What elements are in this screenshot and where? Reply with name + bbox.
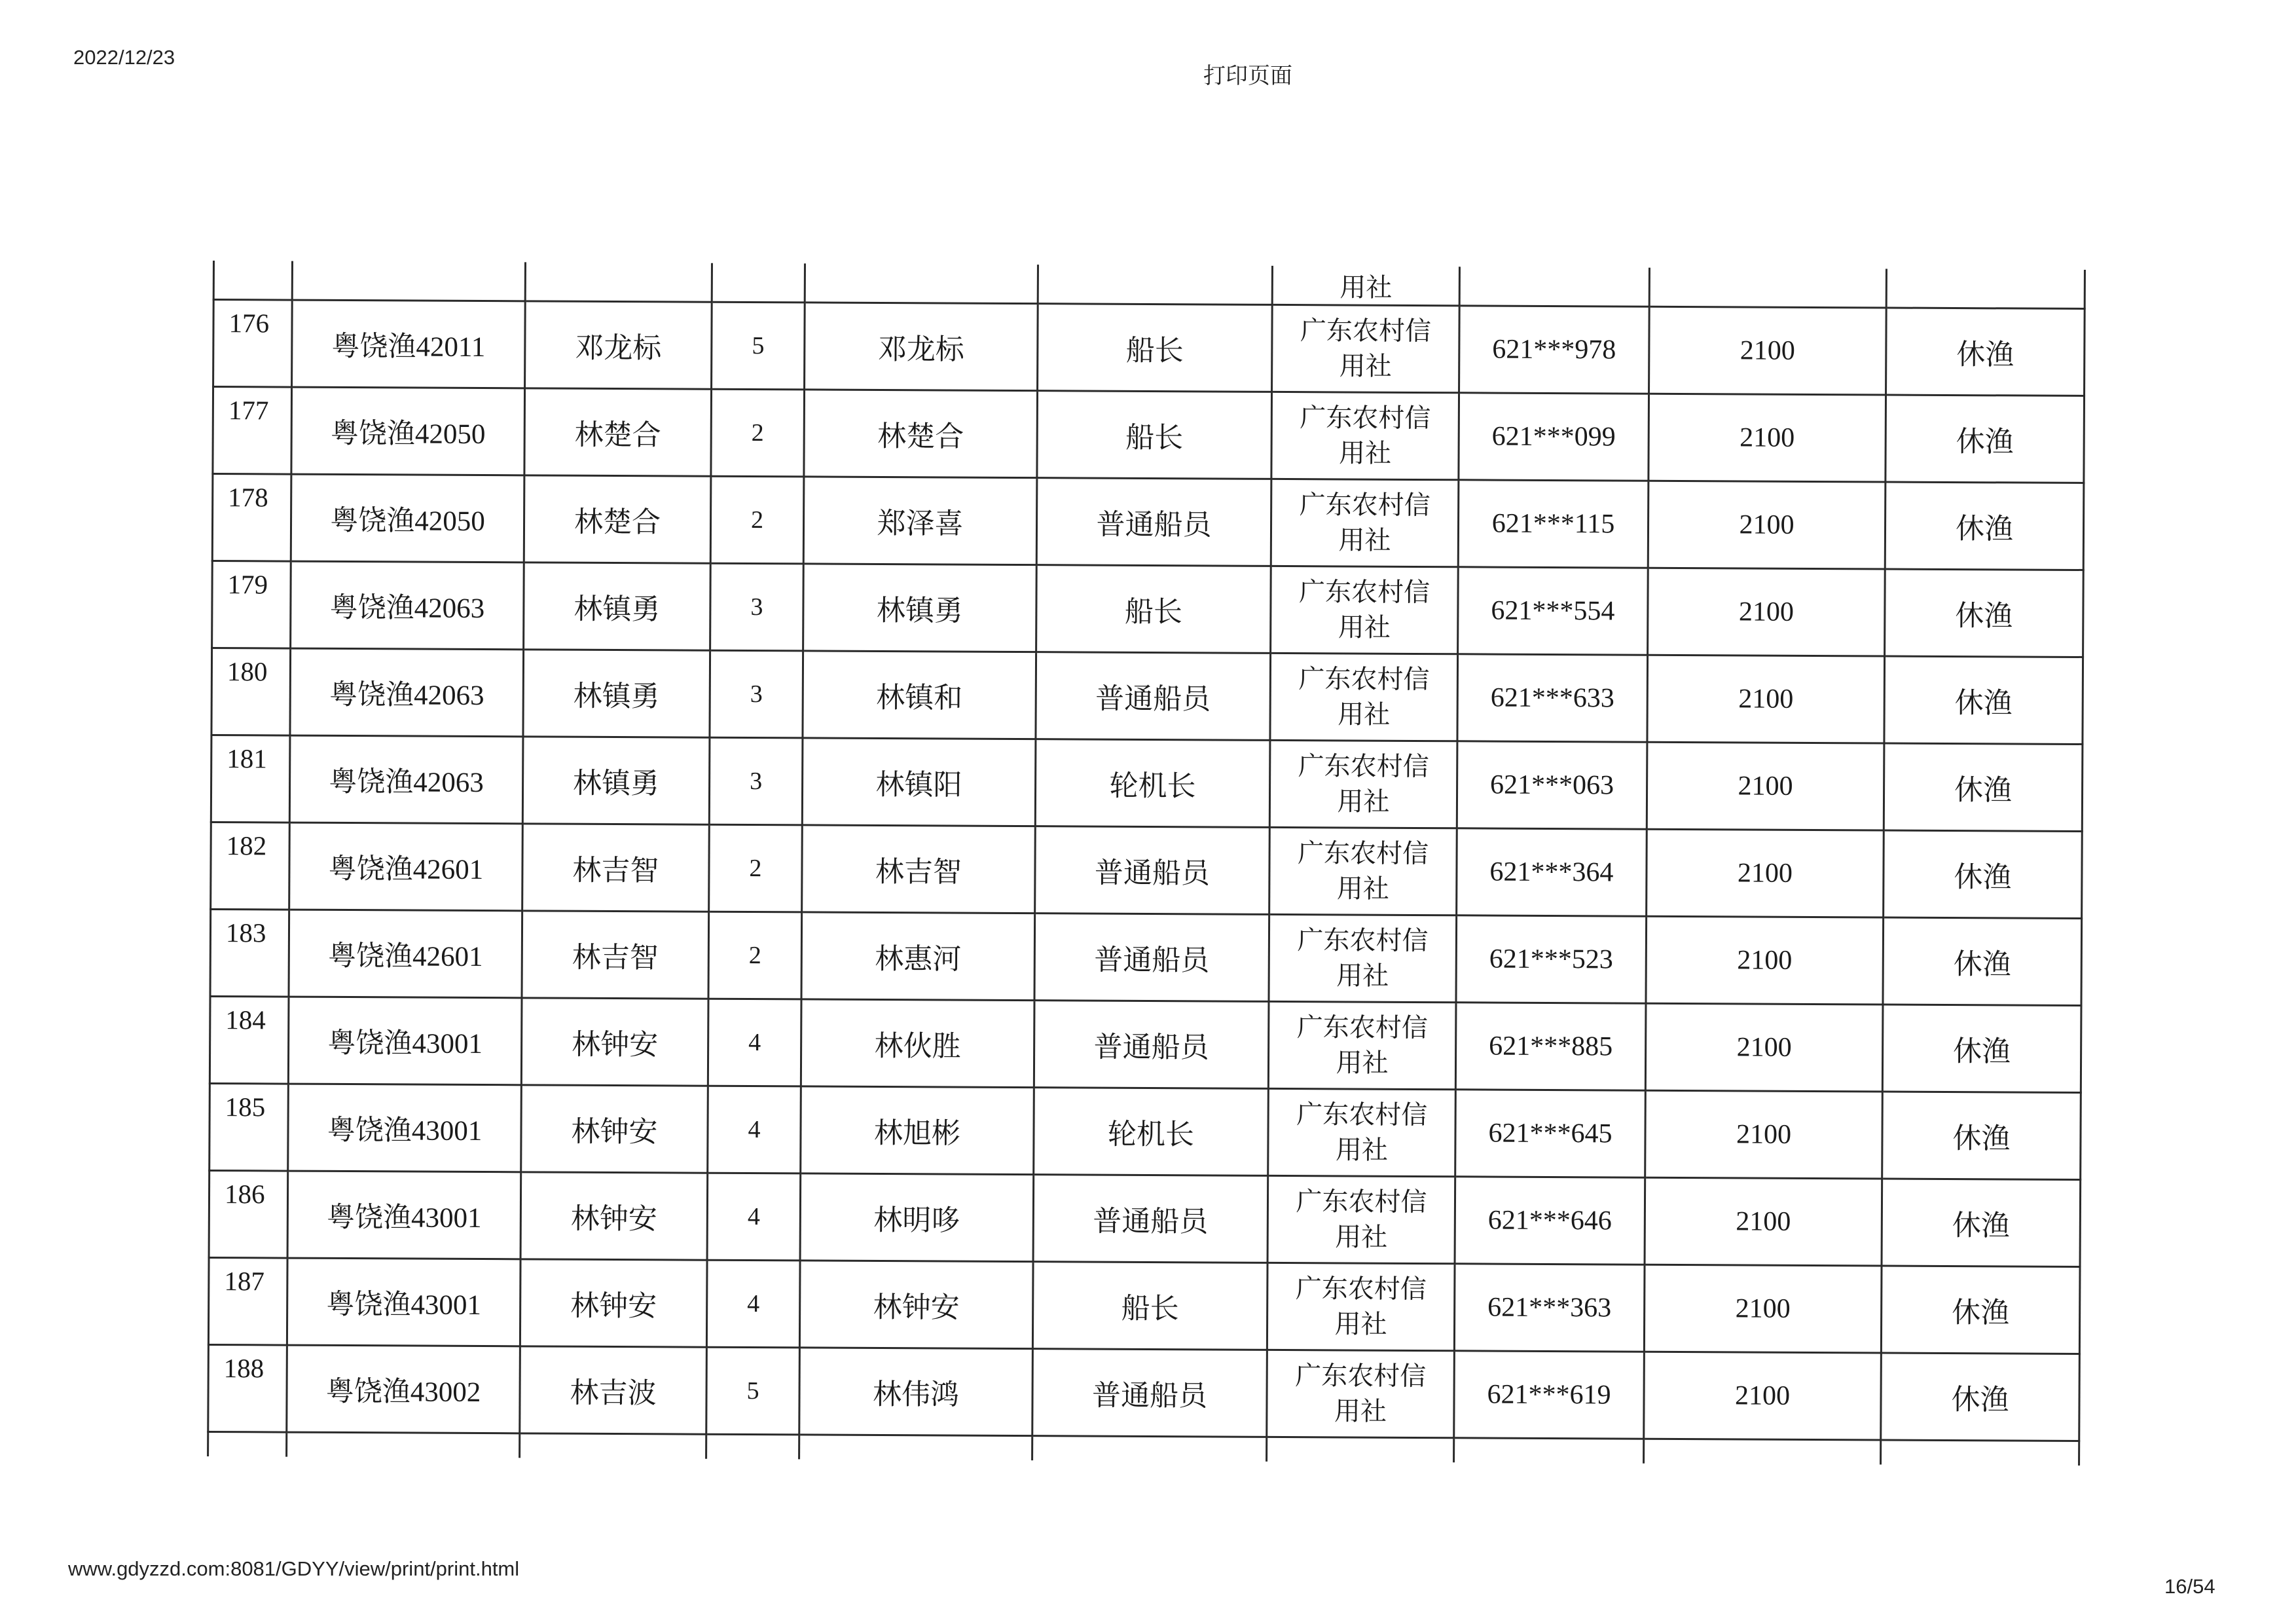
row-number: 180 <box>211 648 291 736</box>
subsidy-amount: 2100 <box>1645 1090 1883 1179</box>
owner-name: 林吉智 <box>522 824 710 912</box>
footer-url: www.gdyzzd.com:8081/GDYY/view/print/print.html <box>68 1557 520 1580</box>
cont-cell <box>1038 265 1272 304</box>
cont-cell <box>1881 1440 2079 1466</box>
account-number: 621***099 <box>1459 393 1649 481</box>
account-number: 621***645 <box>1455 1090 1646 1177</box>
cont-cell <box>712 263 805 303</box>
crew-name: 林伙胜 <box>801 999 1034 1088</box>
roster-table-body <box>208 261 2085 1466</box>
subsidy-amount: 2100 <box>1647 655 1885 743</box>
cont-cell <box>805 263 1038 303</box>
bank-name: 广东农村信用社 <box>1271 479 1459 566</box>
bank-name: 广东农村信用社 <box>1269 827 1457 915</box>
crew-name: 林钟安 <box>799 1261 1033 1349</box>
account-number: 621***364 <box>1457 828 1647 916</box>
cont-bank-cell: 用社 <box>1272 266 1459 306</box>
cont-cell <box>1886 268 2085 308</box>
crew-role: 船长 <box>1037 391 1272 479</box>
cont-cell <box>292 261 525 301</box>
bank-name: 广东农村信用社 <box>1267 1175 1455 1263</box>
page-number: 16/54 <box>2164 1575 2215 1598</box>
subsidy-type: 休渔 <box>1884 743 2083 831</box>
row-number: 186 <box>209 1170 288 1258</box>
table-row <box>211 648 2083 745</box>
account-number: 621***363 <box>1454 1264 1645 1352</box>
bank-name: 广东农村信用社 <box>1268 1088 1456 1176</box>
subsidy-type: 休渔 <box>1885 569 2084 657</box>
subsidy-type: 休渔 <box>1882 1092 2081 1179</box>
subsidy-type: 休渔 <box>1882 1005 2081 1092</box>
crew-role: 船长 <box>1036 565 1271 654</box>
crew-name: 林明哆 <box>800 1173 1034 1262</box>
subsidy-amount: 2100 <box>1645 1003 1883 1092</box>
subsidy-type: 休渔 <box>1882 1179 2081 1266</box>
crew-count: 2 <box>708 912 802 999</box>
vessel-number: 粤饶渔43001 <box>287 1258 520 1346</box>
subsidy-type: 休渔 <box>1884 656 2083 744</box>
crew-role: 轮机长 <box>1035 739 1270 828</box>
subsidy-type: 休渔 <box>1884 830 2083 918</box>
crew-role: 普通船员 <box>1035 826 1270 915</box>
subsidy-amount: 2100 <box>1648 481 1886 569</box>
subsidy-type: 休渔 <box>1881 1266 2080 1354</box>
account-number: 621***633 <box>1457 654 1648 742</box>
crew-role: 普通船员 <box>1036 478 1271 566</box>
crew-count: 4 <box>706 1260 800 1348</box>
crew-role: 普通船员 <box>1034 913 1269 1002</box>
row-number: 187 <box>208 1257 287 1345</box>
vessel-number: 粤饶渔43001 <box>287 1171 521 1259</box>
crew-name: 林吉智 <box>802 825 1036 913</box>
row-number: 184 <box>210 996 289 1084</box>
crew-count: 3 <box>710 563 804 651</box>
cont-cell <box>287 1432 520 1458</box>
crew-count: 2 <box>711 389 805 477</box>
vessel-number: 粤饶渔42050 <box>291 387 525 475</box>
vessel-number: 粤饶渔43002 <box>287 1345 520 1433</box>
owner-name: 林镇勇 <box>524 563 711 650</box>
account-number: 621***978 <box>1459 306 1650 394</box>
cont-cell <box>520 1433 706 1459</box>
cont-cell <box>1644 1439 1881 1464</box>
bank-name: 广东农村信用社 <box>1268 1001 1456 1089</box>
crew-name: 林镇勇 <box>803 564 1037 652</box>
cont-cell <box>799 1435 1032 1460</box>
table-row <box>213 300 2085 396</box>
crew-role: 轮机长 <box>1034 1088 1269 1176</box>
table-row <box>208 1257 2080 1354</box>
owner-name: 林镇勇 <box>522 737 710 824</box>
subsidy-amount: 2100 <box>1644 1264 1882 1353</box>
table-row <box>212 561 2084 657</box>
crew-count: 3 <box>709 737 803 825</box>
cont-cell <box>213 261 292 300</box>
table-row <box>210 996 2081 1092</box>
row-number: 177 <box>213 387 292 475</box>
bank-name: 广东农村信用社 <box>1269 914 1457 1002</box>
subsidy-type: 休渔 <box>1881 1353 2080 1441</box>
owner-name: 林钟安 <box>521 1085 708 1173</box>
subsidy-amount: 2100 <box>1649 394 1886 482</box>
subsidy-amount: 2100 <box>1645 1177 1882 1266</box>
crew-count: 4 <box>708 999 801 1086</box>
bank-name: 广东农村信用社 <box>1267 1263 1455 1350</box>
crew-name: 邓龙标 <box>805 303 1038 391</box>
crew-count: 4 <box>708 1086 801 1173</box>
row-number: 183 <box>210 909 289 997</box>
table-row <box>211 822 2083 918</box>
subsidy-amount: 2100 <box>1648 568 1886 656</box>
bank-name: 广东农村信用社 <box>1270 653 1458 741</box>
table-row <box>213 387 2085 483</box>
owner-name: 林楚合 <box>524 388 712 476</box>
bank-name: 广东农村信用社 <box>1269 740 1457 828</box>
account-number: 621***619 <box>1454 1351 1645 1439</box>
table-row <box>210 909 2082 1005</box>
crew-role: 普通船员 <box>1032 1349 1267 1437</box>
cont-cell <box>1459 267 1649 306</box>
owner-name: 林钟安 <box>520 1172 708 1260</box>
crew-role: 普通船员 <box>1036 652 1271 741</box>
crew-name: 林楚合 <box>804 390 1038 478</box>
crew-name: 林伟鸿 <box>799 1348 1033 1436</box>
row-number: 179 <box>212 561 291 649</box>
row-number: 185 <box>210 1083 289 1171</box>
account-number: 621***063 <box>1457 741 1647 829</box>
crew-role: 普通船员 <box>1033 1175 1268 1263</box>
table-row <box>212 474 2084 570</box>
crew-role: 普通船员 <box>1034 1001 1269 1089</box>
row-number: 188 <box>208 1344 287 1432</box>
row-number: 181 <box>211 735 290 822</box>
owner-name: 邓龙标 <box>525 301 712 389</box>
crew-name: 林镇阳 <box>802 738 1036 826</box>
crew-name: 林旭彬 <box>801 1086 1034 1175</box>
crew-role: 船长 <box>1032 1262 1267 1350</box>
cont-cell <box>1032 1436 1267 1462</box>
bank-name: 广东农村信用社 <box>1271 566 1459 654</box>
owner-name: 林楚合 <box>524 475 711 563</box>
vessel-number: 粤饶渔42050 <box>291 474 524 563</box>
subsidy-amount: 2100 <box>1647 742 1884 830</box>
table-row <box>209 1170 2081 1266</box>
vessel-number: 粤饶渔42601 <box>289 822 523 911</box>
cont-cell <box>208 1431 287 1456</box>
vessel-number: 粤饶渔42011 <box>292 300 526 388</box>
subsidy-amount: 2100 <box>1649 306 1887 395</box>
roster-table-container <box>207 261 2084 1466</box>
owner-name: 林钟安 <box>520 1259 707 1347</box>
print-date: 2022/12/23 <box>73 46 175 69</box>
crew-count: 3 <box>710 650 803 738</box>
crew-count: 5 <box>706 1347 800 1435</box>
subsidy-type: 休渔 <box>1886 308 2085 396</box>
cont-cell <box>1649 268 1886 308</box>
table-row <box>210 1083 2081 1179</box>
subsidy-amount: 2100 <box>1646 916 1884 1005</box>
vessel-number: 粤饶渔42063 <box>290 648 524 737</box>
page-title: 打印页面 <box>1203 63 1292 89</box>
vessel-number: 粤饶渔43001 <box>288 997 522 1085</box>
crew-name: 郑泽喜 <box>803 477 1037 565</box>
cont-cell <box>525 262 712 302</box>
bank-name: 广东农村信用社 <box>1272 304 1460 392</box>
account-number: 621***646 <box>1455 1177 1645 1264</box>
crew-count: 5 <box>712 302 805 390</box>
crew-count: 2 <box>709 824 803 912</box>
vessel-number: 粤饶渔42601 <box>289 910 522 998</box>
vessel-number: 粤饶渔43001 <box>288 1084 522 1172</box>
crew-count: 2 <box>710 476 804 564</box>
crew-count: 4 <box>707 1173 801 1261</box>
table-row <box>208 1344 2080 1441</box>
cont-cell <box>1267 1437 1454 1462</box>
owner-name: 林钟安 <box>521 998 708 1086</box>
table-row <box>211 735 2083 831</box>
cont-cell <box>706 1434 799 1459</box>
bank-name: 广东农村信用社 <box>1267 1350 1455 1437</box>
account-number: 621***523 <box>1456 915 1647 1003</box>
account-number: 621***885 <box>1455 1003 1646 1090</box>
cont-cell <box>1454 1438 1644 1464</box>
subsidy-type: 休渔 <box>1885 482 2084 570</box>
vessel-number: 粤饶渔42063 <box>291 561 524 650</box>
row-number: 176 <box>213 300 293 388</box>
subsidy-amount: 2100 <box>1647 829 1884 917</box>
vessel-number: 粤饶渔42063 <box>289 735 523 824</box>
roster-table <box>207 261 2086 1466</box>
subsidy-type: 休渔 <box>1886 395 2085 483</box>
subsidy-amount: 2100 <box>1644 1352 1882 1440</box>
row-number: 182 <box>211 822 290 910</box>
subsidy-type: 休渔 <box>1883 917 2082 1005</box>
account-number: 621***554 <box>1458 567 1649 655</box>
owner-name: 林吉波 <box>520 1346 707 1434</box>
owner-name: 林吉智 <box>522 911 709 999</box>
crew-name: 林镇和 <box>803 651 1036 739</box>
crew-name: 林惠河 <box>801 912 1035 1001</box>
crew-role: 船长 <box>1038 304 1273 392</box>
owner-name: 林镇勇 <box>523 650 710 737</box>
row-number: 178 <box>212 474 291 562</box>
bank-name: 广东农村信用社 <box>1271 392 1459 479</box>
account-number: 621***115 <box>1458 480 1649 568</box>
